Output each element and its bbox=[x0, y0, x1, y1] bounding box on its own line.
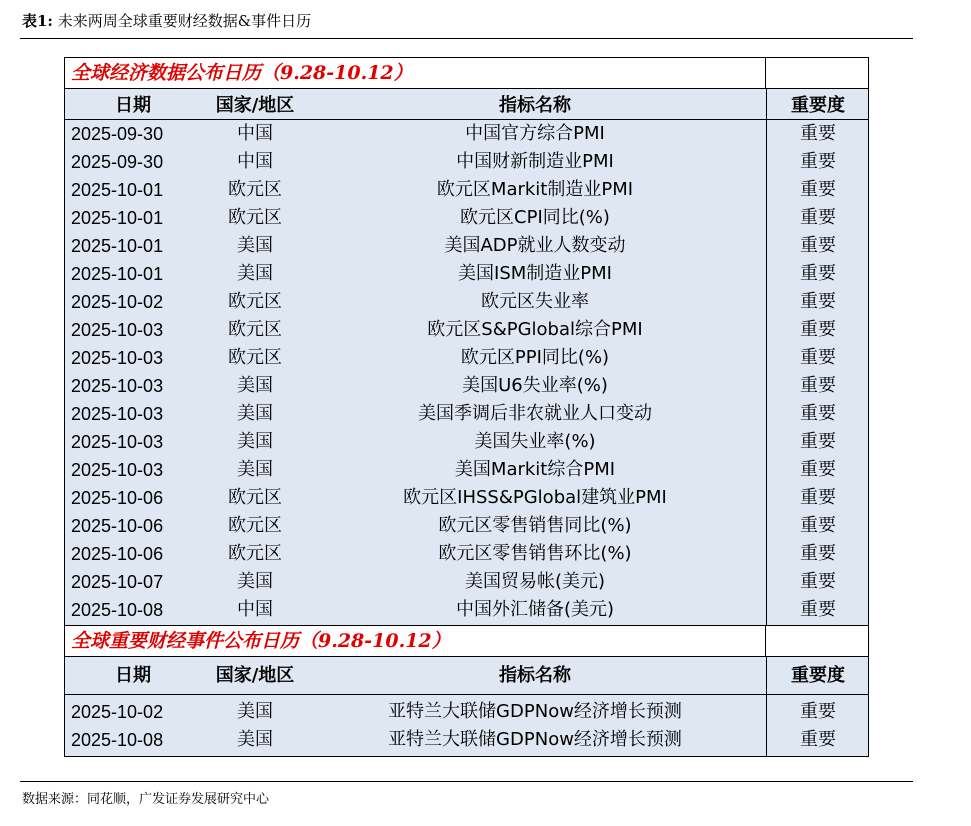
cell-date: 2025-09-30 bbox=[71, 124, 164, 144]
cell-name: 美国Markit综合PMI bbox=[454, 459, 616, 480]
cell-country: 美国 bbox=[237, 431, 273, 452]
table-row bbox=[65, 428, 868, 456]
table-row bbox=[65, 372, 868, 400]
header-country: 国家/地区 bbox=[215, 665, 295, 686]
cell-date: 2025-09-30 bbox=[71, 152, 164, 172]
cell-country: 欧元区 bbox=[228, 543, 282, 564]
cell-date: 2025-10-06 bbox=[71, 544, 164, 564]
cell-country: 美国 bbox=[237, 235, 273, 256]
cell-importance: 重要 bbox=[800, 179, 836, 200]
cell-date: 2025-10-06 bbox=[71, 516, 164, 536]
cell-country: 欧元区 bbox=[228, 319, 282, 340]
cell-name: 欧元区PPI同比(%) bbox=[460, 347, 610, 368]
cell-country: 中国 bbox=[237, 123, 273, 144]
cell-importance: 重要 bbox=[800, 235, 836, 256]
cell-importance: 重要 bbox=[800, 701, 836, 722]
top-rule bbox=[20, 38, 913, 39]
cell-importance: 重要 bbox=[800, 543, 836, 564]
section2-header-row bbox=[65, 661, 868, 691]
cell-country: 美国 bbox=[237, 459, 273, 480]
cell-date: 2025-10-01 bbox=[71, 180, 164, 200]
caption-text: 未来两周全球重要财经数据&事件日历 bbox=[57, 12, 312, 30]
header-separator bbox=[65, 694, 868, 695]
cell-country: 中国 bbox=[237, 599, 273, 620]
table-row bbox=[65, 148, 868, 176]
header-name: 指标名称 bbox=[499, 95, 571, 116]
cell-importance: 重要 bbox=[800, 599, 836, 620]
cell-country: 美国 bbox=[237, 375, 273, 396]
section1-table bbox=[64, 89, 869, 625]
cell-importance: 重要 bbox=[800, 123, 836, 144]
source-note: 数据来源：同花顺，广发证券发展研究中心 bbox=[22, 792, 270, 807]
cell-date: 2025-10-02 bbox=[71, 702, 164, 722]
cell-country: 欧元区 bbox=[228, 207, 282, 228]
cell-importance: 重要 bbox=[800, 291, 836, 312]
cell-importance: 重要 bbox=[800, 729, 836, 750]
cell-importance: 重要 bbox=[800, 487, 836, 508]
cell-country: 美国 bbox=[237, 701, 273, 722]
cell-name: 美国季调后非农就业人口变动 bbox=[418, 403, 652, 424]
cell-name: 欧元区失业率 bbox=[481, 291, 589, 312]
cell-country: 美国 bbox=[237, 403, 273, 424]
cell-name: 中国官方综合PMI bbox=[465, 123, 605, 144]
cell-date: 2025-10-08 bbox=[71, 600, 164, 620]
header-name: 指标名称 bbox=[499, 665, 571, 686]
cell-country: 欧元区 bbox=[228, 291, 282, 312]
cell-date: 2025-10-01 bbox=[71, 264, 164, 284]
header-importance: 重要度 bbox=[791, 665, 845, 686]
cell-importance: 重要 bbox=[800, 263, 836, 284]
cell-country: 欧元区 bbox=[228, 179, 282, 200]
table-row bbox=[65, 260, 868, 288]
cell-name: 欧元区IHSS&PGlobal建筑业PMI bbox=[403, 487, 667, 508]
cell-name: 欧元区S&PGlobal综合PMI bbox=[427, 319, 643, 340]
cell-importance: 重要 bbox=[800, 459, 836, 480]
table-row bbox=[65, 232, 868, 260]
table-row bbox=[65, 120, 868, 148]
cell-name: 欧元区CPI同比(%) bbox=[460, 207, 610, 228]
table-row bbox=[65, 316, 868, 344]
table-row bbox=[65, 726, 868, 754]
cell-date: 2025-10-08 bbox=[71, 730, 164, 750]
header-importance: 重要度 bbox=[791, 95, 845, 116]
caption-label: 表1: bbox=[22, 12, 53, 30]
cell-date: 2025-10-02 bbox=[71, 292, 164, 312]
cell-date: 2025-10-03 bbox=[71, 348, 164, 368]
table-row bbox=[65, 540, 868, 568]
cell-country: 美国 bbox=[237, 263, 273, 284]
cell-importance: 重要 bbox=[800, 151, 836, 172]
cell-name: 中国外汇储备(美元) bbox=[455, 599, 615, 620]
table-row bbox=[65, 568, 868, 596]
table-row bbox=[65, 698, 868, 726]
table-row bbox=[65, 344, 868, 372]
section1-title-right-cell bbox=[766, 57, 869, 89]
table-row bbox=[65, 512, 868, 540]
section1-header-row bbox=[65, 91, 868, 121]
table-row bbox=[65, 400, 868, 428]
cell-country: 中国 bbox=[237, 151, 273, 172]
cell-importance: 重要 bbox=[800, 431, 836, 452]
table-row bbox=[65, 176, 868, 204]
cell-country: 欧元区 bbox=[228, 487, 282, 508]
header-date: 日期 bbox=[115, 665, 151, 686]
header-country: 国家/地区 bbox=[215, 95, 295, 116]
cell-name: 中国财新制造业PMI bbox=[456, 151, 614, 172]
cell-date: 2025-10-03 bbox=[71, 432, 164, 452]
cell-date: 2025-10-06 bbox=[71, 488, 164, 508]
header-date: 日期 bbox=[115, 95, 151, 116]
cell-name: 美国ISM制造业PMI bbox=[458, 263, 612, 284]
cell-importance: 重要 bbox=[800, 403, 836, 424]
cell-name: 欧元区零售销售同比(%) bbox=[438, 515, 632, 536]
table-caption bbox=[22, 6, 311, 36]
cell-name: 欧元区Markit制造业PMI bbox=[436, 179, 634, 200]
cell-date: 2025-10-03 bbox=[71, 404, 164, 424]
cell-name: 美国失业率(%) bbox=[474, 431, 596, 452]
cell-importance: 重要 bbox=[800, 375, 836, 396]
cell-name: 欧元区零售销售环比(%) bbox=[438, 543, 632, 564]
cell-importance: 重要 bbox=[800, 207, 836, 228]
cell-date: 2025-10-01 bbox=[71, 208, 164, 228]
cell-country: 欧元区 bbox=[228, 347, 282, 368]
cell-name: 美国U6失业率(%) bbox=[462, 375, 608, 396]
section2-title-right-cell bbox=[766, 625, 869, 657]
table-row bbox=[65, 288, 868, 316]
cell-importance: 重要 bbox=[800, 515, 836, 536]
cell-name: 美国贸易帐(美元) bbox=[464, 571, 606, 592]
table-row bbox=[65, 596, 868, 624]
table-row bbox=[65, 204, 868, 232]
cell-name: 美国ADP就业人数变动 bbox=[444, 235, 626, 256]
table-row bbox=[65, 484, 868, 512]
cell-importance: 重要 bbox=[800, 347, 836, 368]
cell-date: 2025-10-01 bbox=[71, 236, 164, 256]
cell-date: 2025-10-03 bbox=[71, 320, 164, 340]
cell-importance: 重要 bbox=[800, 571, 836, 592]
cell-name: 亚特兰大联储GDPNow经济增长预测 bbox=[388, 701, 682, 722]
section1-title: 全球经济数据公布日历（9.28-10.12） bbox=[64, 57, 766, 89]
cell-importance: 重要 bbox=[800, 319, 836, 340]
cell-country: 美国 bbox=[237, 729, 273, 750]
section2-title: 全球重要财经事件公布日历（9.28-10.12） bbox=[64, 625, 766, 657]
cell-country: 欧元区 bbox=[228, 515, 282, 536]
cell-date: 2025-10-03 bbox=[71, 376, 164, 396]
cell-country: 美国 bbox=[237, 571, 273, 592]
section2-table bbox=[64, 657, 869, 757]
cell-name: 亚特兰大联储GDPNow经济增长预测 bbox=[388, 729, 682, 750]
bottom-rule bbox=[20, 781, 913, 782]
table-row bbox=[65, 456, 868, 484]
cell-date: 2025-10-03 bbox=[71, 460, 164, 480]
cell-date: 2025-10-07 bbox=[71, 572, 164, 592]
